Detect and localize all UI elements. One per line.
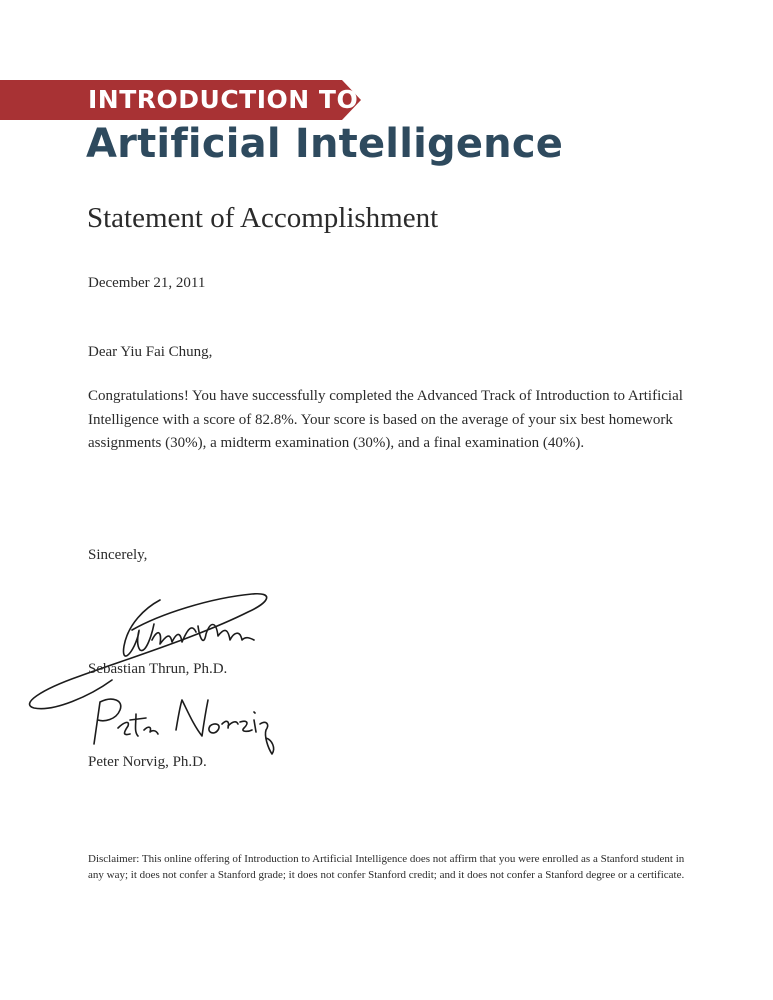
body-paragraph: Congratulations! You have successfully completed the Advanced Track of Introduction to Artificial Intelligence with a score of 82.8%. Your score is based on the average of your six best homework assignments (30%), a midterm examination (30%), and a final examination (40%). <box>88 388 683 451</box>
issue-date: December 21, 2011 <box>88 275 206 291</box>
salutation: Dear Yiu Fai Chung, <box>88 344 213 360</box>
disclaimer: Disclaimer: This online offering of Introduction to Artificial Intelligence does not affirm that you were enrolled as a Stanford student in any way; it does not confer a Stanford grade; it does not confer Stanford credit; and it does not confer a Stanford degree or a certificate. <box>88 853 685 881</box>
signer-name-norvig: Peter Norvig, Ph.D. <box>88 754 207 770</box>
closing: Sincerely, <box>88 547 148 563</box>
document-title: Statement of Accomplishment <box>87 202 439 234</box>
course-title: Artificial Intelligence <box>86 121 564 167</box>
signer-name-thrun: Sebastian Thrun, Ph.D. <box>88 661 228 677</box>
banner-label: INTRODUCTION TO <box>88 85 359 114</box>
